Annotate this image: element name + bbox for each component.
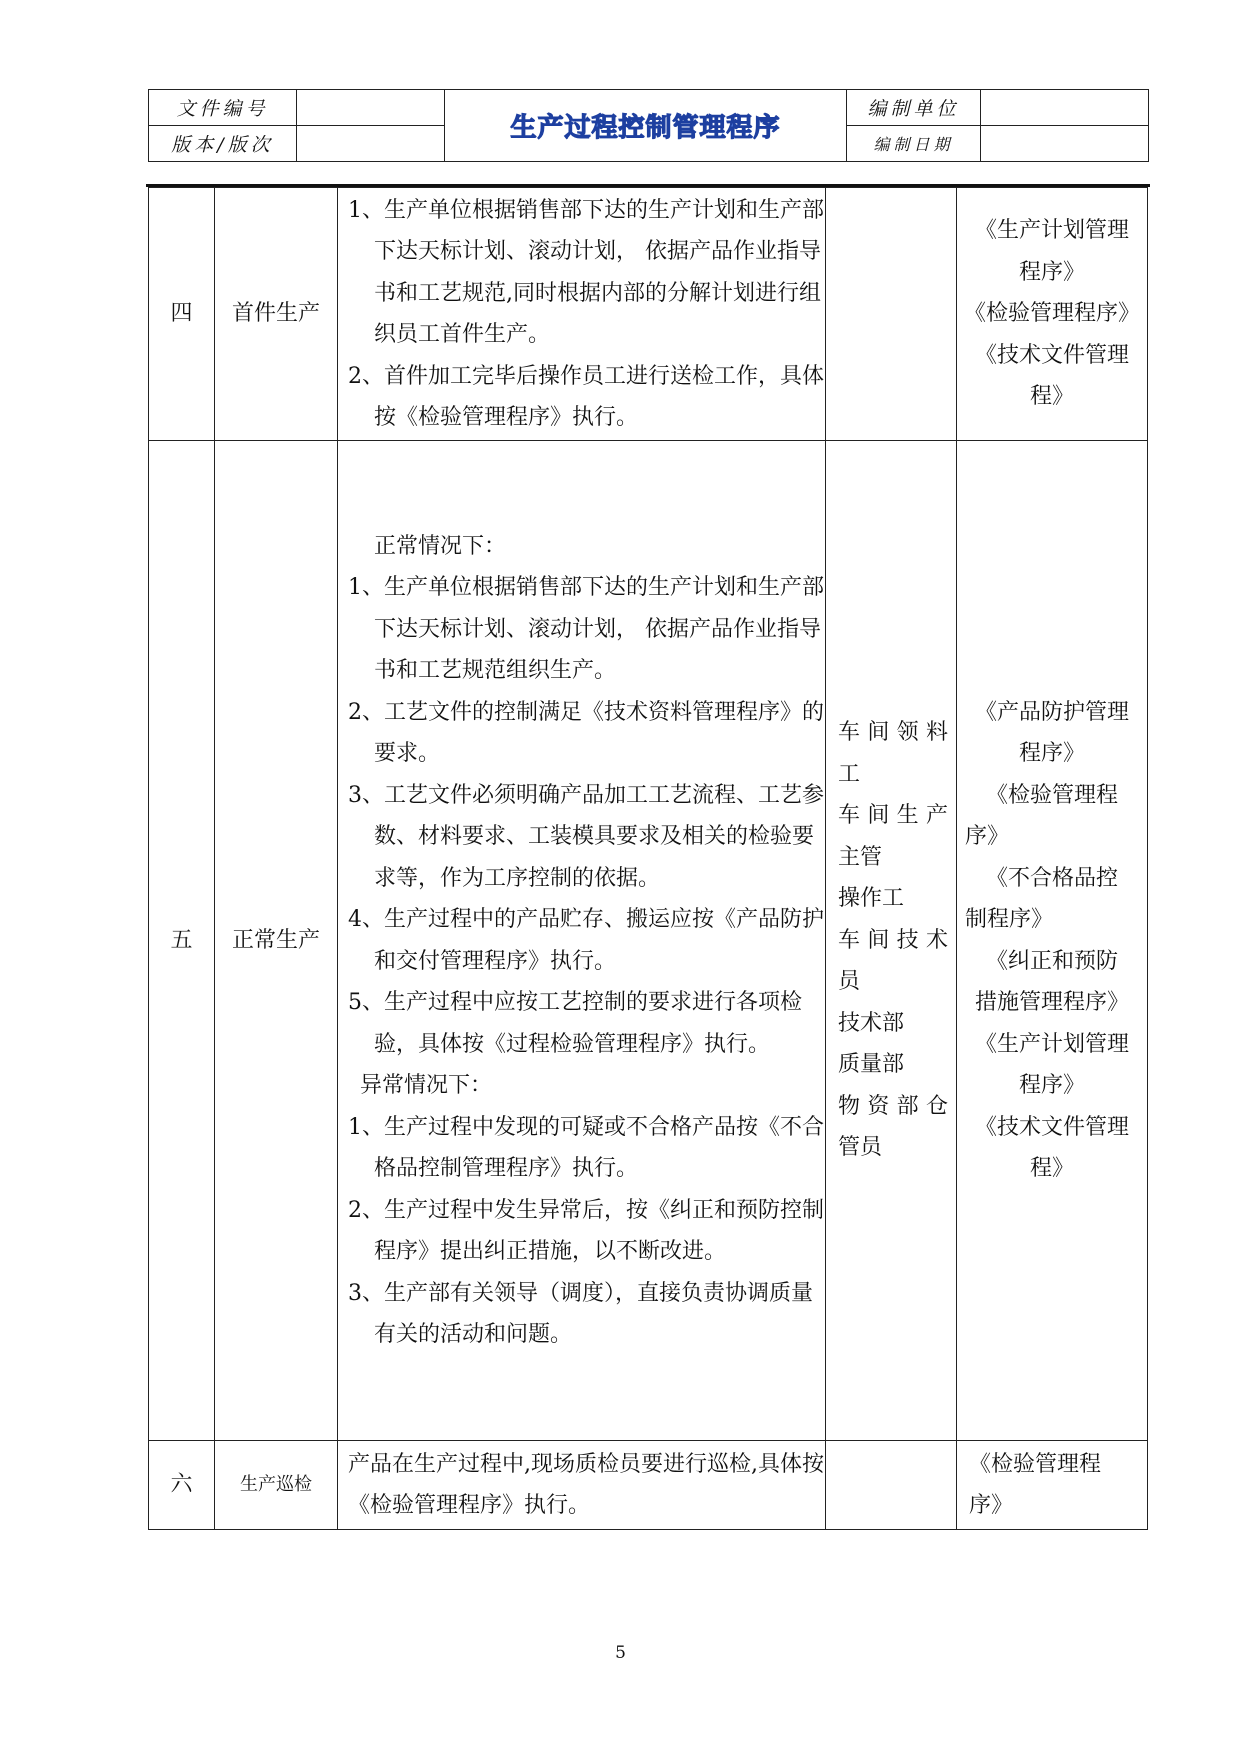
version-value (297, 126, 445, 162)
responsible-line: 质量部 (838, 1052, 905, 1078)
responsible-line: 主管 (838, 844, 883, 870)
page-number: 5 (615, 1643, 626, 1663)
responsible-line: 车间生产 (838, 803, 948, 829)
content-line: 异常情况下： (360, 1073, 493, 1098)
doc-ref: 《纠正和预防 (985, 948, 1118, 974)
row-item: 生产巡检 (215, 1441, 338, 1530)
doc-ref: 序》 (965, 824, 1010, 849)
doc-ref: 序》 (969, 1493, 1014, 1518)
unit-value (981, 90, 1149, 126)
doc-ref: 制程序》 (965, 907, 1054, 932)
content-line: 2、生产过程中发生异常后，按《纠正和预防控制程序》提出纠正措施，以不断改进。 (348, 1197, 824, 1264)
content-line: 正常情况下： (374, 533, 507, 559)
content-line: 5、生产过程中应按工艺控制的要求进行各项检验，具体按《过程检验管理程序》执行。 (348, 990, 802, 1057)
row-docs (957, 441, 1148, 1441)
table-row (149, 441, 1148, 1441)
content-line: 2、工艺文件的控制满足《技术资料管理程序》的要求。 (348, 699, 824, 766)
row-docs (957, 188, 1148, 441)
doc-ref: 《技术文件管理 (974, 342, 1129, 368)
responsible-line: 操作工 (838, 886, 905, 912)
row-item: 正常生产 (215, 441, 338, 1441)
unit-label: 编制单位 (847, 90, 981, 126)
responsible-line: 车间领料 (838, 720, 948, 746)
doc-ref: 措施管理程序》 (974, 990, 1129, 1015)
row-responsible (826, 1441, 957, 1530)
row-number: 五 (149, 441, 215, 1441)
row-number: 四 (149, 188, 215, 441)
doc-ref: 《生产计划管理 (974, 1031, 1129, 1057)
document-header (148, 89, 1149, 162)
doc-ref: 程》 (1029, 1156, 1074, 1181)
date-value (981, 126, 1149, 162)
content-line: 产品在生产过程中,现场质检员要进行巡检,具体按《检验管理程序》执行。 (348, 1451, 824, 1518)
responsible-line: 技术部 (838, 1010, 905, 1036)
row-responsible (826, 188, 957, 441)
doc-ref: 《技术文件管理 (974, 1114, 1129, 1140)
row-number: 六 (149, 1441, 215, 1530)
content-line: 1、生产单位根据销售部下达的生产计划和生产部下达天标计划、滚动计划， 依据产品作业指导书和工艺规范,同时根据内部的分解计划进行组织员工首件生产。 (348, 197, 824, 347)
doc-ref: 《检验管理程 (985, 782, 1118, 808)
row-item: 首件生产 (215, 188, 338, 441)
procedure-table (148, 187, 1148, 1530)
doc-ref: 《产品防护管理 (974, 699, 1129, 725)
doc-ref: 《检验管理程序》 (963, 301, 1140, 327)
content-line: 3、生产部有关领导（调度），直接负责协调质量有关的活动和问题。 (348, 1280, 813, 1347)
document-title: 生产过程控制管理程序 (445, 90, 847, 162)
row-docs (957, 1441, 1148, 1530)
doc-ref: 《不合格品控 (985, 865, 1118, 891)
doc-ref: 《检验管理程 (969, 1451, 1102, 1477)
responsible-line: 物资部仓 (838, 1093, 948, 1119)
row-content (338, 188, 826, 441)
version-label: 版本/版次 (149, 126, 297, 162)
doc-number-value (297, 90, 445, 126)
doc-ref: 程》 (1029, 384, 1074, 410)
responsible-line: 管员 (838, 1135, 883, 1161)
row-content (338, 441, 826, 1441)
doc-ref: 程序》 (1018, 1073, 1085, 1098)
content-line: 1、生产单位根据销售部下达的生产计划和生产部下达天标计划、滚动计划， 依据产品作业指导书和工艺规范组织生产。 (348, 575, 824, 683)
row-content (338, 1441, 826, 1530)
responsible-line: 工 (838, 761, 861, 787)
row-responsible (826, 441, 957, 1441)
table-row (149, 188, 1148, 441)
content-line: 2、首件加工完毕后操作员工进行送检工作，具体按《检验管理程序》执行。 (348, 363, 824, 430)
date-label: 编制日期 (847, 126, 981, 162)
content-line: 3、工艺文件必须明确产品加工工艺流程、工艺参数、材料要求、工装模具要求及相关的检验要求等，作为工序控制的依据。 (348, 782, 824, 891)
doc-ref: 程序》 (1018, 741, 1085, 766)
doc-ref: 《生产计划管理 (974, 218, 1129, 244)
content-line: 4、生产过程中的产品贮存、搬运应按《产品防护和交付管理程序》执行。 (348, 907, 824, 974)
content-line: 1、生产过程中发现的可疑或不合格产品按《不合格品控制管理程序》执行。 (348, 1114, 824, 1181)
doc-number-label: 文件编号 (149, 90, 297, 126)
table-row (149, 1441, 1148, 1530)
responsible-line: 车间技术 (838, 927, 948, 953)
doc-ref: 程序》 (1018, 259, 1085, 285)
responsible-line: 员 (838, 969, 861, 995)
